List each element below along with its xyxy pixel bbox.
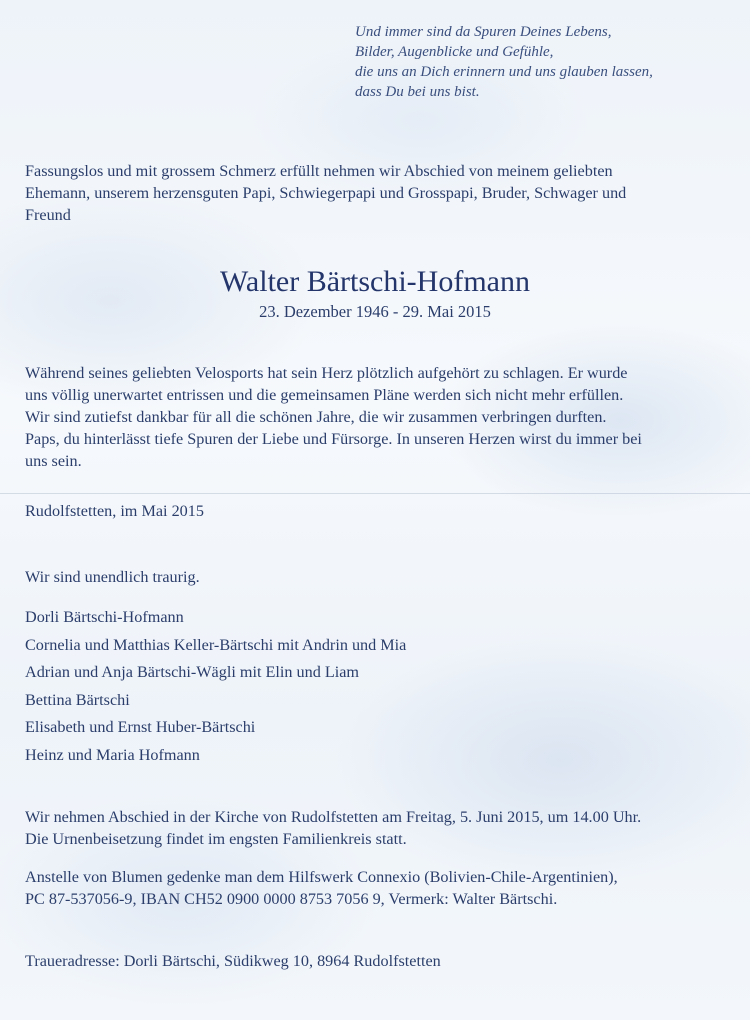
poem-quote	[355, 22, 735, 102]
farewell-paragraph	[25, 806, 725, 850]
mourners-list	[25, 606, 725, 772]
paper-fold-line	[0, 493, 750, 494]
poem-line: dass Du bei uns bist.	[355, 84, 480, 100]
poem-line: Und immer sind da Spuren Deines Lebens,	[355, 24, 612, 40]
message-line: Während seines geliebten Velosports hat sein Herz plötzlich aufgehört zu schlagen. Er wurde	[25, 364, 628, 382]
intro-line: Fassungslos und mit grossem Schmerz erfüllt nehmen wir Abschied von meinem geliebten	[25, 162, 613, 180]
mourner-entry: Adrian und Anja Bärtschi-Wägli mit Elin und Liam	[25, 663, 360, 682]
deceased-dates: 23. Dezember 1946 - 29. Mai 2015	[259, 302, 491, 321]
mourner-entry: Dorli Bärtschi-Hofmann	[25, 608, 184, 626]
grief-line: Wir sind unendlich traurig.	[25, 568, 200, 586]
intro-line: Ehemann, unserem herzensguten Papi, Schwiegerpapi und Grosspapi, Bruder, Schwager und	[25, 184, 627, 202]
intro-line: Freund	[25, 206, 71, 224]
poem-line: die uns an Dich erinnern und uns glauben lassen,	[355, 64, 653, 80]
intro-paragraph	[25, 160, 725, 226]
farewell-line: Die Urnenbeisetzung findet im engsten Familienkreis statt.	[25, 830, 407, 848]
mourner-entry: Heinz und Maria Hofmann	[25, 745, 200, 764]
message-line: uns völlig unerwartet entrissen und die gemeinsamen Pläne werden sich nicht mehr erfüllen.	[25, 386, 624, 404]
place-date: Rudolfstetten, im Mai 2015	[25, 502, 204, 520]
message-paragraph	[25, 362, 725, 472]
poem-line: Bilder, Augenblicke und Gefühle,	[355, 44, 554, 60]
mourner-entry: Bettina Bärtschi	[25, 690, 130, 709]
mourning-address: Traueradresse: Dorli Bärtschi, Südikweg 10, 8964 Rudolfstetten	[25, 952, 441, 970]
mourner-entry: Cornelia und Matthias Keller-Bärtschi mit Andrin und Mia	[25, 635, 407, 654]
message-line: uns sein.	[25, 452, 82, 470]
donation-line: PC 87-537056-9, IBAN CH52 0900 0000 8753 7056 9, Vermerk: Walter Bärtschi.	[25, 890, 558, 908]
deceased-name: Walter Bärtschi-Hofmann	[220, 265, 530, 298]
mourner-entry: Elisabeth und Ernst Huber-Bärtschi	[25, 718, 256, 737]
farewell-line: Wir nehmen Abschied in der Kirche von Rudolfstetten am Freitag, 5. Juni 2015, um 14.00 Uhr.	[25, 808, 642, 826]
donation-paragraph	[25, 866, 725, 910]
donation-line: Anstelle von Blumen gedenke man dem Hilfswerk Connexio (Bolivien-Chile-Argentinien),	[25, 868, 618, 886]
message-line: Wir sind zutiefst dankbar für all die schönen Jahre, die wir zusammen verbringen durften.	[25, 408, 607, 426]
message-line: Paps, du hinterlässt tiefe Spuren der Liebe und Fürsorge. In unseren Herzen wirst du immer bei	[25, 430, 642, 448]
